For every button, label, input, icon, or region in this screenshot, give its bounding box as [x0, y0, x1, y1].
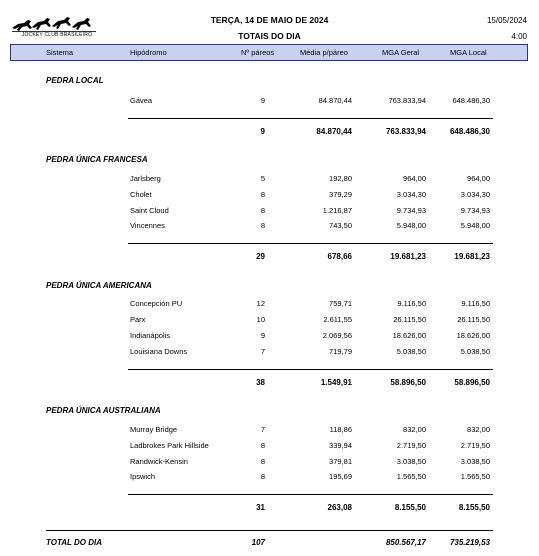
media-cell: 379,81	[329, 457, 352, 466]
total-divider	[46, 530, 493, 531]
mga-local-cell: 964,00	[467, 174, 490, 183]
pareos-cell: 5	[260, 174, 265, 183]
mga-local-cell: 2.719,50	[460, 441, 490, 450]
print-time: 4:00	[511, 32, 527, 41]
media-cell: 2.611,55	[323, 315, 352, 324]
subtotal-media: 1.549,91	[320, 378, 352, 387]
media-cell: 84.870,44	[318, 96, 352, 105]
pareos-cell: 8	[260, 206, 265, 215]
total-local: 735.219,53	[449, 538, 490, 547]
media-cell: 118,86	[329, 425, 352, 434]
mga-geral-cell: 18.626,00	[392, 331, 426, 340]
mga-geral-cell: 1.565,50	[396, 472, 426, 481]
logo-caption: JOCKEY CLUB BRASILEIRO	[21, 32, 93, 38]
media-cell: 759,71	[329, 299, 352, 308]
col-mga-local: MGA Local	[450, 48, 487, 57]
hipodromo-cell: Gávea	[130, 96, 153, 105]
table-row	[0, 190, 539, 202]
table-row	[0, 347, 539, 359]
hipodromo-cell: Ladbrokes Park Hillside	[130, 441, 209, 450]
media-cell: 743,50	[329, 221, 352, 230]
pareos-cell: 9	[260, 96, 265, 105]
mga-geral-cell: 3.034,30	[396, 190, 426, 199]
subtotal-local: 19.681,23	[454, 252, 490, 261]
table-row	[0, 299, 539, 311]
mga-local-cell: 26.115,50	[457, 315, 490, 324]
subtotal-geral: 19.681,23	[390, 252, 426, 261]
subtotal-divider	[128, 243, 493, 244]
subtotal-row	[0, 378, 539, 390]
pareos-cell: 8	[260, 221, 265, 230]
subtotal-pareos: 9	[260, 127, 265, 136]
mga-local-cell: 5.038,50	[460, 347, 490, 356]
table-row	[0, 206, 539, 218]
subtotal-media: 84.870,44	[316, 127, 352, 136]
subtotal-geral: 58.896,50	[390, 378, 426, 387]
col-media: Média p/páreo	[300, 48, 348, 57]
subtotal-local: 648.486,30	[449, 127, 490, 136]
mga-geral-cell: 5.038,50	[396, 347, 426, 356]
hipodromo-cell: Murray Bridge	[130, 425, 178, 434]
subtotal-geral: 8.155,50	[394, 503, 426, 512]
pareos-cell: 7	[260, 425, 265, 434]
subtotal-divider	[128, 118, 493, 119]
subtotal-media: 678,66	[327, 252, 352, 261]
mga-geral-cell: 26.115,50	[393, 315, 426, 324]
table-row	[0, 315, 539, 327]
table-row	[0, 96, 539, 108]
mga-geral-cell: 763.833,94	[388, 96, 426, 105]
media-cell: 2.069,56	[322, 331, 352, 340]
media-cell: 192,80	[329, 174, 352, 183]
print-date: 15/05/2024	[486, 16, 527, 25]
group-title: PEDRA ÚNICA AUSTRALIANA	[46, 406, 161, 415]
hipodromo-cell: Saint Cloud	[130, 206, 169, 215]
mga-local-cell: 648.486,30	[452, 96, 490, 105]
total-label: TOTAL DO DIA	[46, 538, 102, 547]
pareos-cell: 9	[260, 331, 265, 340]
pareos-cell: 8	[260, 457, 265, 466]
mga-local-cell: 9.116,50	[461, 299, 490, 308]
mga-local-cell: 3.038,50	[460, 457, 490, 466]
mga-local-cell: 5.948,00	[460, 221, 490, 230]
mga-local-cell: 3.034,30	[460, 190, 490, 199]
total-pareos: 107	[251, 538, 265, 547]
hipodromo-cell: Ipswich	[130, 472, 156, 481]
mga-local-cell: 9.734,93	[460, 206, 490, 215]
pareos-cell: 12	[256, 299, 265, 308]
mga-geral-cell: 9.734,93	[396, 206, 426, 215]
mga-geral-cell: 9.116,50	[397, 299, 426, 308]
mga-local-cell: 832,00	[467, 425, 490, 434]
subtotal-divider	[128, 369, 493, 370]
mga-geral-cell: 3.038,50	[396, 457, 426, 466]
total-row	[0, 538, 539, 550]
col-hipodromo: Hipódromo	[130, 48, 167, 57]
mga-geral-cell: 2.719,50	[396, 441, 426, 450]
col-sistema: Sistema	[46, 48, 74, 57]
hipodromo-cell: Cholet	[130, 190, 152, 199]
table-row	[0, 331, 539, 343]
report-date-title: TERÇA, 14 DE MAIO DE 2024	[210, 15, 329, 25]
pareos-cell: 10	[256, 315, 265, 324]
col-n-pareos: Nº páreos	[241, 48, 275, 57]
subtotal-row	[0, 127, 539, 139]
mga-local-cell: 1.565,50	[460, 472, 490, 481]
subtotal-media: 263,08	[327, 503, 352, 512]
table-row	[0, 457, 539, 469]
subtotal-row	[0, 252, 539, 264]
hipodromo-cell: Parx	[130, 315, 146, 324]
hipodromo-cell: Concepción PU	[130, 299, 183, 308]
table-row	[0, 174, 539, 186]
pareos-cell: 7	[260, 347, 265, 356]
hipodromo-cell: Randwick-Kensin	[130, 457, 188, 466]
pareos-cell: 8	[260, 472, 265, 481]
group-title: PEDRA LOCAL	[46, 76, 104, 85]
subtotal-row	[0, 503, 539, 515]
subtotal-pareos: 38	[256, 378, 265, 387]
mga-geral-cell: 5.948,00	[396, 221, 426, 230]
table-row	[0, 221, 539, 233]
report-subtitle: TOTAIS DO DIA	[238, 31, 301, 41]
media-cell: 379,29	[329, 190, 352, 199]
mga-local-cell: 18.626,00	[456, 331, 490, 340]
col-mga-geral: MGA Geral	[382, 48, 420, 57]
subtotal-local: 8.155,50	[458, 503, 490, 512]
hipodromo-cell: Jarlsberg	[130, 174, 161, 183]
media-cell: 195,69	[329, 472, 352, 481]
media-cell: 1.216,87	[322, 206, 352, 215]
subtotal-divider	[128, 494, 493, 495]
mga-geral-cell: 964,00	[403, 174, 426, 183]
group-title: PEDRA ÚNICA FRANCESA	[46, 155, 148, 164]
hipodromo-cell: Vincennes	[130, 221, 165, 230]
subtotal-local: 58.896,50	[454, 378, 490, 387]
total-geral: 850.567,17	[385, 538, 426, 547]
pareos-cell: 8	[260, 190, 265, 199]
subtotal-pareos: 31	[256, 503, 265, 512]
table-row	[0, 425, 539, 437]
mga-geral-cell: 832,00	[403, 425, 426, 434]
column-header-bar	[10, 44, 528, 61]
media-cell: 339,94	[329, 441, 352, 450]
hipodromo-cell: Indianápolis	[130, 331, 171, 340]
table-row	[0, 441, 539, 453]
table-row	[0, 472, 539, 484]
subtotal-geral: 763.833,94	[385, 127, 426, 136]
media-cell: 719,79	[329, 347, 352, 356]
subtotal-pareos: 29	[256, 252, 265, 261]
group-title: PEDRA ÚNICA AMERICANA	[46, 281, 152, 290]
pareos-cell: 8	[260, 441, 265, 450]
hipodromo-cell: Louisiana Downs	[130, 347, 188, 356]
